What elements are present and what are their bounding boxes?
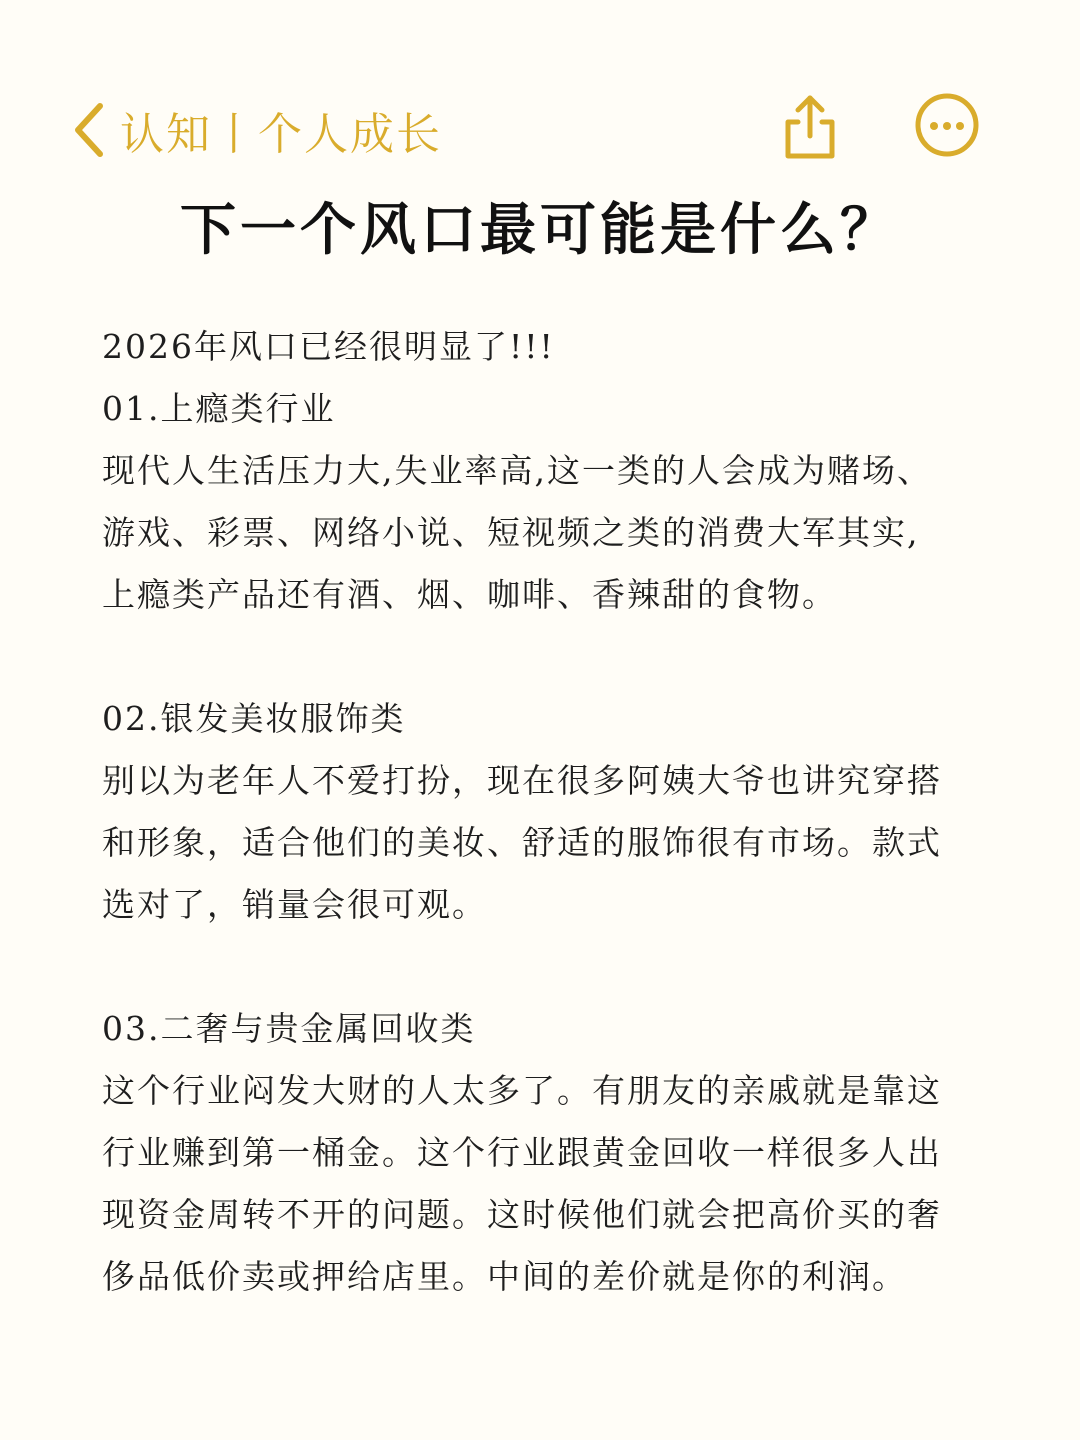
paragraph-line: 这个行业闷发大财的人太多了。有朋友的亲戚就是靠这 xyxy=(102,1071,942,1110)
share-button[interactable] xyxy=(780,92,840,162)
paragraph-line: 游戏、彩票、网络小说、短视频之类的消费大军其实, xyxy=(102,513,920,552)
paragraph-spacer xyxy=(102,626,982,688)
paragraph-spacer xyxy=(102,936,982,998)
top-navigation-bar xyxy=(0,92,1080,168)
section-heading: 02.银发美妆服饰类 xyxy=(102,699,406,738)
back-button[interactable] xyxy=(72,96,442,164)
breadcrumb-title: 认知丨个人成长 xyxy=(120,109,442,160)
article-body xyxy=(102,316,982,1308)
section-heading: 01.上瘾类行业 xyxy=(102,389,336,428)
paragraph-line: 现代人生活压力大,失业率高,这一类的人会成为赌场、 xyxy=(102,451,932,490)
article-title: 下一个风口最可能是什么？ xyxy=(180,197,900,263)
more-horizontal-icon xyxy=(914,92,980,158)
share-icon xyxy=(780,92,840,162)
paragraph-line: 上瘾类产品还有酒、烟、咖啡、香辣甜的食物。 xyxy=(102,575,837,614)
chevron-left-icon xyxy=(72,102,106,158)
paragraph-line: 现资金周转不开的问题。这时候他们就会把高价买的奢 xyxy=(102,1195,942,1234)
intro-text: 2026年风口已经很明显了!!! xyxy=(102,327,555,366)
paragraph-line: 别以为老年人不爱打扮，现在很多阿姨大爷也讲究穿搭 xyxy=(102,761,942,800)
paragraph-line: 行业赚到第一桶金。这个行业跟黄金回收一样很多人出 xyxy=(102,1133,942,1172)
section-heading: 03.二奢与贵金属回收类 xyxy=(102,1009,476,1048)
paragraph-line: 侈品低价卖或押给店里。中间的差价就是你的利润。 xyxy=(102,1257,907,1296)
more-options-button[interactable] xyxy=(914,92,980,158)
paragraph-line: 选对了，销量会很可观。 xyxy=(102,885,487,924)
paragraph-line: 和形象，适合他们的美妆、舒适的服饰很有市场。款式 xyxy=(102,823,942,862)
